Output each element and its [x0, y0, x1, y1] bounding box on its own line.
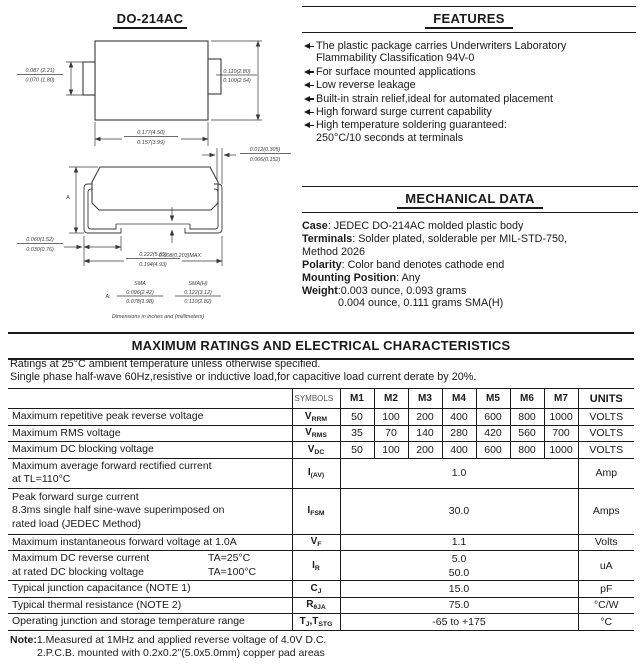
feature-item [304, 93, 636, 105]
header-cell-m3: M3 [408, 389, 442, 409]
symbol-subscript: F [317, 541, 322, 549]
feature-item [304, 40, 636, 65]
a-prefix: A: [105, 294, 111, 300]
param-text: Operating junction and storage temperature range [12, 615, 245, 627]
symbol-main: V [305, 427, 312, 439]
feature-line: High temperature soldering guaranteed: [316, 119, 507, 132]
value-line: 5.0 [451, 552, 467, 565]
value-cell: 800 [510, 409, 544, 426]
mech-line-label: Mounting Position [302, 271, 397, 284]
a-col-smah: SMA(H) [188, 281, 208, 287]
value-cell: 100 [374, 442, 408, 459]
mechanical-data-section [302, 186, 638, 310]
table-row [8, 581, 634, 598]
mech-line-label: Case [302, 220, 328, 232]
symbol-cell [292, 488, 340, 534]
value-cell: 35 [340, 425, 374, 442]
value-cell: 70 [374, 425, 408, 442]
ratings-table [8, 388, 634, 631]
feature-text [316, 93, 553, 105]
param-text: at TL=110°C [12, 473, 71, 485]
footer-note-2: 2.P.C.B. mounted with 0.2x0.2"(5.0x5.0mm) copper pad areas [37, 647, 325, 659]
feature-line: The plastic package carries Underwriters Laboratory [316, 40, 567, 52]
param-text: Typical junction capacitance (NOTE 1) [12, 582, 191, 594]
mech-line-text: Method 2026 [302, 245, 366, 258]
symbol-main: I [307, 467, 311, 478]
dim-tab-height-in: 0.087 (2.21) [25, 68, 55, 74]
dim-body-height-in: 0.110(2.80) [223, 69, 251, 75]
value-cell: 400 [442, 442, 476, 459]
value-cell-merged: 30.0 [340, 488, 578, 534]
bullet-arrow-icon [304, 79, 316, 91]
symbol-cell [292, 442, 340, 459]
value-cell: 420 [476, 425, 510, 442]
symbol-main: I [312, 559, 315, 571]
package-top-view [17, 41, 262, 146]
feature-text [316, 66, 476, 78]
symbol-subscript: θJA [313, 604, 326, 612]
value-cell-merged: 1.1 [340, 534, 578, 551]
note-label: Note: [10, 634, 37, 646]
ratings-table-header-row [8, 389, 634, 409]
symbol-main: R [306, 599, 314, 611]
param-cell [8, 614, 292, 631]
mech-line-text: : JEDEC DO-214AC molded plastic body [327, 220, 524, 232]
unit-cell: °C [578, 614, 634, 631]
value-cell: 200 [408, 442, 442, 459]
param-cell [8, 458, 292, 488]
mech-line-text: 0.004 ounce, 0.111 grams SMA(H) [338, 297, 504, 310]
ratings-header [8, 332, 634, 360]
header-cell-symbols: SYMBOLS [292, 389, 340, 409]
header-cell-m7: M7 [544, 389, 578, 409]
symbol-cell [292, 551, 340, 581]
value-cell: 700 [544, 425, 578, 442]
param-text: 8.3ms single half sine-wave superimposed on [12, 504, 225, 517]
bullet-arrow-icon [304, 40, 316, 52]
symbol-cell [292, 425, 340, 442]
dim-a-label: A [66, 195, 70, 201]
header-cell-m6: M6 [510, 389, 544, 409]
table-row [8, 614, 634, 631]
mechanical-data-header [302, 186, 638, 213]
symbol-subscript: RMS [311, 432, 327, 440]
footer-notes [10, 634, 326, 660]
param-cell [8, 534, 292, 551]
value-cell: 200 [408, 409, 442, 426]
table-row [8, 534, 634, 551]
mechanical-data-line [302, 297, 638, 310]
value-cell-merged [340, 551, 578, 581]
dim-overall-in: 0.222(5.65) [139, 252, 167, 258]
symbol-cell [292, 409, 340, 426]
dim-foot-len-mm: 0.030(0.76) [26, 247, 54, 253]
mechanical-data-line [302, 285, 638, 298]
a-smah-mm: 0.110(2.82) [184, 299, 212, 305]
dim-body-height-mm: 0.100(2.54) [223, 78, 251, 84]
table-row [8, 425, 634, 442]
value-cell-merged: -65 to +175 [340, 614, 578, 631]
dim-tab-height-mm: 0.070 (1.80) [25, 77, 55, 84]
param-text: Peak forward surge current [12, 490, 139, 503]
symbol-main: I [307, 505, 311, 516]
table-row [8, 597, 634, 614]
value-cell: 800 [510, 442, 544, 459]
symbol-cell [292, 458, 340, 488]
feature-line: Flammability Classification 94V-0 [316, 52, 475, 65]
unit-cell: VOLTS [578, 425, 634, 442]
param-condition: TA=100°C [208, 565, 257, 578]
value-cell: 50 [340, 442, 374, 459]
ratings-conditions [10, 358, 630, 384]
mechanical-data-line [302, 272, 638, 285]
feature-item [304, 79, 636, 91]
mech-line-text: : Solder plated, solderable per MIL-STD-750, [352, 232, 568, 245]
dim-foot-len-in: 0.060(1.52) [26, 237, 54, 243]
mechanical-data-lines [302, 220, 638, 310]
table-row [8, 551, 634, 581]
param-text: Maximum instantaneous forward voltage at 1.0A [12, 535, 237, 548]
mech-line-text: :0.003 ounce, 0.093 grams [337, 284, 467, 297]
mechanical-data-line [302, 246, 638, 259]
header-cell-m1: M1 [340, 389, 374, 409]
unit-cell: uA [578, 551, 634, 581]
param-text: Maximum DC reverse current [12, 552, 150, 564]
package-title-text: DO-214AC [113, 11, 188, 29]
bullet-arrow-icon [304, 93, 316, 105]
mech-line-label: Polarity [302, 258, 342, 271]
feature-item [304, 119, 636, 144]
symbol-cell [292, 534, 340, 551]
param-text: Maximum DC blocking voltage [12, 443, 154, 455]
features-header [302, 6, 636, 33]
symbol-subscript: J [317, 587, 322, 595]
mech-line-label: Terminals [302, 232, 353, 245]
dim-overall-mm: 0.194(4.93) [139, 262, 167, 268]
value-cell: 600 [476, 409, 510, 426]
unit-cell: VOLTS [578, 442, 634, 459]
symbol-subscript: FSM [310, 510, 325, 517]
header-parameter-cell [8, 389, 292, 409]
value-cell: 560 [510, 425, 544, 442]
param-cell [8, 442, 292, 459]
symbol-subscript: J [305, 620, 310, 628]
bullet-arrow-icon [304, 66, 316, 78]
feature-item [304, 106, 636, 118]
features-section [302, 6, 636, 145]
package-side-view [17, 147, 291, 268]
param-condition: TA=25°C [208, 552, 251, 564]
value-cell: 400 [442, 409, 476, 426]
feature-line: For surface mounted applications [316, 65, 476, 78]
footer-note-1: 1.Measured at 1MHz and applied reverse voltage of 4.0V D.C. [36, 634, 327, 646]
value-line: 50.0 [448, 566, 470, 579]
value-cell: 280 [442, 425, 476, 442]
value-cell: 600 [476, 442, 510, 459]
ratings-condition-line: Ratings at 25°C ambient temperature unless otherwise specified. [10, 358, 321, 370]
symbol-cell [292, 581, 340, 598]
dim-body-width-mm: 0.157(3.99) [137, 140, 165, 146]
symbol-cell [292, 597, 340, 614]
symbol-subscript: (AV) [310, 472, 325, 479]
value-cell: 100 [374, 409, 408, 426]
bullet-arrow-icon [304, 119, 316, 131]
param-text: at rated DC blocking voltage [12, 565, 144, 578]
symbol-main: V [307, 443, 315, 455]
package-outline-drawing [0, 0, 300, 330]
symbol-subscript: DC [314, 448, 325, 456]
mech-line-label: Weight [302, 284, 338, 297]
value-cell: 140 [408, 425, 442, 442]
value-cell: 1000 [544, 442, 578, 459]
param-cell [8, 409, 292, 426]
param-cell [8, 581, 292, 598]
feature-text [316, 79, 416, 91]
a-smah-in: 0.122(3.12) [184, 290, 212, 296]
feature-text [316, 119, 507, 144]
symbol-main: C [310, 582, 318, 594]
unit-cell: Amp [578, 458, 634, 488]
feature-line: Built-in strain relief,ideal for automated placement [316, 92, 554, 105]
table-row [8, 488, 634, 534]
symbol-cell [292, 614, 340, 631]
table-row [8, 409, 634, 426]
a-sma-mm: 0.078(1.98) [126, 299, 154, 305]
drawing-caption: Dimensions in inches and (millimeters) [111, 314, 205, 320]
table-row [8, 458, 634, 488]
features-title: FEATURES [425, 11, 513, 29]
table-row [8, 442, 634, 459]
dim-body-width-in: 0.177(4.50) [137, 130, 165, 136]
a-sma-in: 0.096(2.42) [126, 290, 154, 296]
param-cell [8, 597, 292, 614]
value-cell-merged: 75.0 [340, 597, 578, 614]
mechanical-data-title: MECHANICAL DATA [397, 191, 542, 209]
param-text: Maximum repetitive peak reverse voltage [12, 410, 204, 422]
header-cell-m5: M5 [476, 389, 510, 409]
mech-line-text: : Any [396, 271, 421, 284]
dim-lead-thick-mm: 0.006(0.152) [249, 157, 281, 163]
param-cell [8, 425, 292, 442]
param-text: Maximum average forward rectified current [12, 459, 212, 472]
dim-standoff: 0.008(0.203)MAX [158, 253, 202, 259]
symbol-subscript: STG [318, 620, 333, 628]
dim-lead-thick-in: 0.012(0.305) [249, 147, 281, 153]
param-text: rated load (JEDEC Method) [12, 517, 141, 530]
param-text: Typical thermal resistance (NOTE 2) [12, 598, 182, 611]
unit-cell: VOLTS [578, 409, 634, 426]
ratings-title: MAXIMUM RATINGS AND ELECTRICAL CHARACTERISTICS [131, 338, 511, 353]
value-cell: 1000 [544, 409, 578, 426]
param-cell [8, 551, 292, 581]
header-cell-units: UNITS [578, 389, 634, 409]
bullet-arrow-icon [304, 106, 316, 118]
symbol-main: ,T [309, 615, 319, 627]
symbol-subscript: RRM [311, 415, 328, 423]
feature-text [316, 106, 492, 118]
features-list [302, 40, 636, 144]
feature-line: High forward surge current capability [316, 106, 492, 119]
mechanical-data-line [302, 233, 638, 246]
a-dimension-table [105, 281, 221, 305]
mechanical-data-line [302, 259, 638, 272]
symbol-main: V [310, 536, 318, 548]
unit-cell: Volts [578, 534, 634, 551]
unit-cell: Amps [578, 488, 634, 534]
value-cell-merged: 15.0 [340, 581, 578, 598]
symbol-main: T [299, 615, 306, 627]
feature-line: 250°C/10 seconds at terminals [316, 131, 464, 144]
footer-note-line [10, 634, 326, 647]
value-cell-merged: 1.0 [340, 458, 578, 488]
mech-line-text: : Color band denotes cathode end [341, 258, 505, 271]
symbol-main: V [304, 410, 312, 422]
param-text: Maximum RMS voltage [12, 426, 121, 439]
param-cell [8, 488, 292, 534]
unit-cell: °C/W [578, 597, 634, 614]
header-cell-m2: M2 [374, 389, 408, 409]
feature-item [304, 66, 636, 78]
a-col-sma: SMA [134, 281, 146, 287]
feature-text [316, 40, 566, 65]
value-cell: 50 [340, 409, 374, 426]
symbol-subscript: R [314, 564, 320, 572]
header-cell-m4: M4 [442, 389, 476, 409]
feature-line: Low reverse leakage [316, 79, 416, 92]
ratings-condition-line: Single phase half-wave 60Hz,resistive or inductive load,for capacitive load current derate by 20%. [10, 370, 477, 383]
mechanical-data-line [302, 220, 638, 233]
unit-cell: pF [578, 581, 634, 598]
